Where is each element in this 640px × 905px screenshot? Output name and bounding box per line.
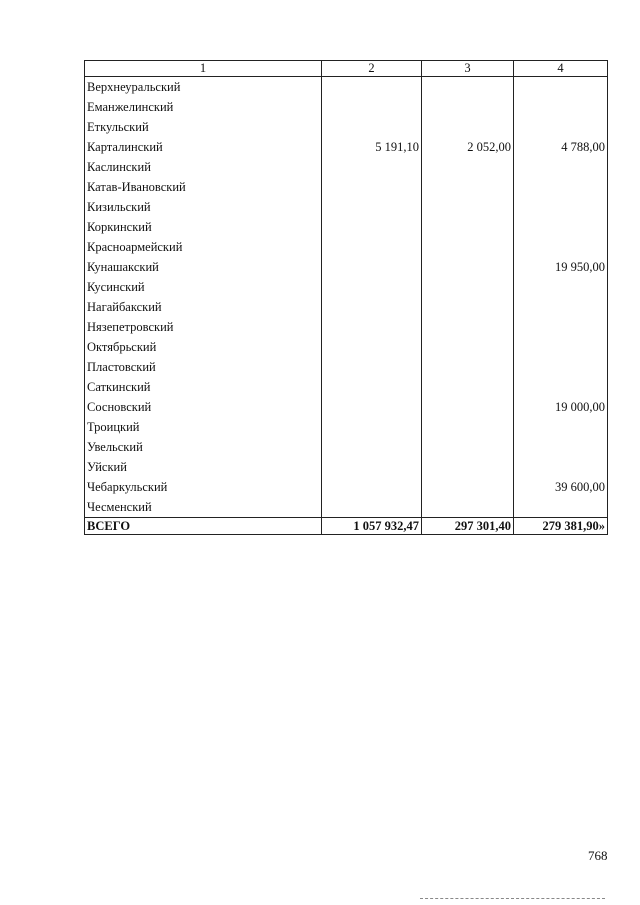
value-col-2 (322, 97, 422, 117)
value-col-2 (322, 317, 422, 337)
value-col-2 (322, 377, 422, 397)
value-col-3 (422, 117, 514, 137)
district-name: Красноармейский (85, 237, 322, 257)
value-col-4 (514, 277, 608, 297)
value-col-4 (514, 497, 608, 518)
value-col-3 (422, 397, 514, 417)
table-row (85, 177, 608, 197)
district-name: Чесменский (85, 497, 322, 518)
table-row (85, 97, 608, 117)
value-col-4 (514, 437, 608, 457)
value-col-2 (322, 217, 422, 237)
value-col-2 (322, 417, 422, 437)
column-header-2: 2 (322, 61, 422, 77)
value-col-3 (422, 357, 514, 377)
table-row (85, 397, 608, 417)
total-label: ВСЕГО (85, 518, 322, 535)
value-col-3 (422, 477, 514, 497)
table-row (85, 477, 608, 497)
value-col-3 (422, 497, 514, 518)
value-col-3 (422, 457, 514, 477)
table-row (85, 157, 608, 177)
column-header-3: 3 (422, 61, 514, 77)
page-number: 768 (588, 848, 608, 863)
value-col-2 (322, 117, 422, 137)
total-row (85, 518, 608, 535)
value-col-3 (422, 377, 514, 397)
value-col-4: 39 600,00 (514, 477, 608, 497)
total-col-3: 297 301,40 (422, 518, 514, 535)
value-col-4: 19 950,00 (514, 257, 608, 277)
value-col-3 (422, 277, 514, 297)
value-col-3 (422, 297, 514, 317)
value-col-4 (514, 237, 608, 257)
allocation-table (84, 60, 608, 535)
table-row (85, 317, 608, 337)
district-name: Саткинский (85, 377, 322, 397)
table-row (85, 377, 608, 397)
district-name: Катав-Ивановский (85, 177, 322, 197)
total-col-4: 279 381,90» (514, 518, 608, 535)
district-name: Кусинский (85, 277, 322, 297)
table-row (85, 237, 608, 257)
value-col-4 (514, 197, 608, 217)
value-col-3 (422, 157, 514, 177)
value-col-4 (514, 217, 608, 237)
table-body (85, 77, 608, 518)
district-name: Октябрьский (85, 337, 322, 357)
district-name: Коркинский (85, 217, 322, 237)
value-col-4 (514, 297, 608, 317)
district-name: Еманжелинский (85, 97, 322, 117)
district-name: Уйский (85, 457, 322, 477)
district-name: Верхнеуральский (85, 77, 322, 98)
value-col-4: 19 000,00 (514, 397, 608, 417)
value-col-2 (322, 497, 422, 518)
value-col-2 (322, 457, 422, 477)
value-col-2 (322, 277, 422, 297)
value-col-3 (422, 317, 514, 337)
district-name: Пластовский (85, 357, 322, 377)
value-col-4 (514, 337, 608, 357)
value-col-4: 4 788,00 (514, 137, 608, 157)
table-row (85, 77, 608, 98)
value-col-4 (514, 317, 608, 337)
table-row (85, 337, 608, 357)
table-row (85, 357, 608, 377)
value-col-2 (322, 257, 422, 277)
value-col-3 (422, 217, 514, 237)
value-col-2 (322, 437, 422, 457)
table-row (85, 257, 608, 277)
value-col-4 (514, 357, 608, 377)
value-col-2: 5 191,10 (322, 137, 422, 157)
value-col-3 (422, 417, 514, 437)
value-col-3 (422, 237, 514, 257)
table-row (85, 197, 608, 217)
district-name: Кизильский (85, 197, 322, 217)
column-header-1: 1 (85, 61, 322, 77)
value-col-4 (514, 177, 608, 197)
value-col-4 (514, 77, 608, 98)
district-name: Каслинский (85, 157, 322, 177)
value-col-2 (322, 77, 422, 98)
value-col-2 (322, 237, 422, 257)
district-name: Карталинский (85, 137, 322, 157)
value-col-3 (422, 337, 514, 357)
district-name: Чебаркульский (85, 477, 322, 497)
value-col-2 (322, 197, 422, 217)
table-row (85, 437, 608, 457)
table-row (85, 497, 608, 518)
value-col-2 (322, 477, 422, 497)
value-col-3 (422, 177, 514, 197)
value-col-4 (514, 117, 608, 137)
table-row (85, 297, 608, 317)
value-col-2 (322, 177, 422, 197)
value-col-3 (422, 77, 514, 98)
value-col-2 (322, 297, 422, 317)
table-row (85, 117, 608, 137)
table-row (85, 277, 608, 297)
district-name: Увельский (85, 437, 322, 457)
value-col-2 (322, 157, 422, 177)
header-row (85, 61, 608, 77)
table-row (85, 217, 608, 237)
value-col-4 (514, 157, 608, 177)
value-col-3 (422, 97, 514, 117)
value-col-4 (514, 377, 608, 397)
value-col-3 (422, 197, 514, 217)
district-name: Кунашакский (85, 257, 322, 277)
table-row (85, 457, 608, 477)
table-row (85, 417, 608, 437)
district-name: Нагайбакский (85, 297, 322, 317)
district-name: Троицкий (85, 417, 322, 437)
value-col-4 (514, 417, 608, 437)
value-col-4 (514, 457, 608, 477)
value-col-2 (322, 337, 422, 357)
value-col-3: 2 052,00 (422, 137, 514, 157)
scan-artifact-line (420, 898, 605, 900)
total-col-2: 1 057 932,47 (322, 518, 422, 535)
district-name: Нязепетровский (85, 317, 322, 337)
value-col-3 (422, 257, 514, 277)
value-col-4 (514, 97, 608, 117)
value-col-3 (422, 437, 514, 457)
value-col-2 (322, 357, 422, 377)
column-header-4: 4 (514, 61, 608, 77)
district-name: Еткульский (85, 117, 322, 137)
district-name: Сосновский (85, 397, 322, 417)
table-row (85, 137, 608, 157)
value-col-2 (322, 397, 422, 417)
